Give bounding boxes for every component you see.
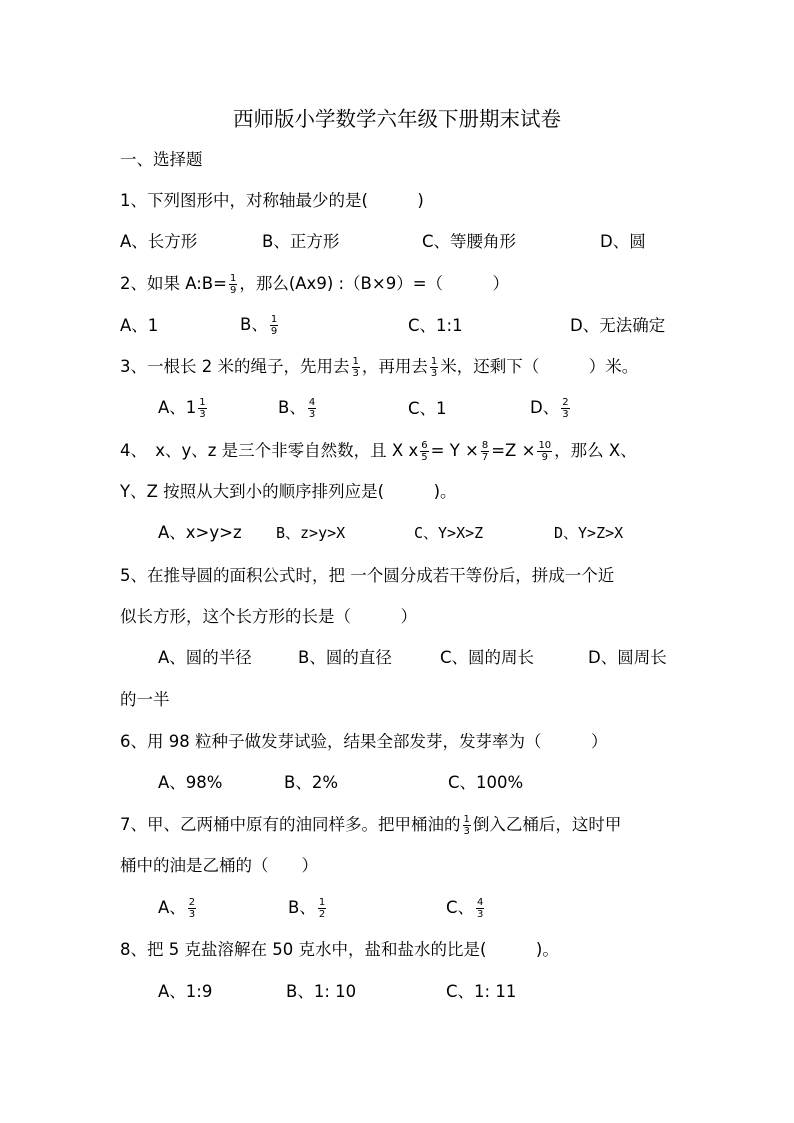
- q7-option-c-prefix: C、: [446, 898, 475, 917]
- q4-fraction-3: [537, 440, 552, 463]
- page-title: 西师版小学数学六年级下册期末试卷: [233, 107, 561, 131]
- q3-fraction-1: [352, 356, 360, 379]
- question-8-stem: 8、把 5 克盐溶解在 50 克水中，盐和盐水的比是( )。: [120, 940, 559, 959]
- fraction-numerator: 1: [270, 314, 278, 325]
- q7-stem-part1: 7、甲、乙两桶中原有的油同样多。把甲桶油的: [120, 815, 461, 834]
- fraction-numerator: 8: [481, 440, 489, 451]
- question-4-stem: [120, 440, 637, 463]
- q8-option-b: B、1: 10: [286, 982, 357, 1001]
- q2-option-b-prefix: B、: [240, 315, 268, 334]
- q7-option-b-fraction: [318, 897, 326, 920]
- q2-option-a: A、1: [120, 316, 159, 335]
- q3-option-a: [158, 397, 209, 420]
- fraction-denominator: 3: [199, 409, 206, 420]
- q7-option-c: [446, 897, 486, 920]
- fraction-denominator: 7: [481, 452, 489, 463]
- q4-stem-part1: 4、 x、y、z 是三个非零自然数，且 X x: [120, 441, 419, 460]
- fraction-denominator: 9: [270, 326, 278, 337]
- question-7-stem-line2: 桶中的油是乙桶的（ ）: [120, 856, 318, 875]
- question-5-stem-line2: 似长方形，这个长方形的长是（ ）: [120, 607, 417, 626]
- fraction-denominator: 3: [477, 909, 484, 920]
- question-5-stem: 5、在推导圆的面积公式时，把 一个圆分成若干等份后，拼成一个近: [120, 566, 615, 585]
- fraction-denominator: 9: [229, 285, 237, 296]
- q7-option-c-fraction: [476, 897, 484, 920]
- q6-option-c: C、100%: [448, 773, 524, 792]
- fraction-numerator: 4: [308, 397, 316, 408]
- q7-option-a-fraction: [188, 897, 196, 920]
- q3-option-b-fraction: [308, 397, 316, 420]
- q2-option-b: [240, 314, 280, 337]
- fraction-numerator: 1: [430, 356, 438, 367]
- q7-fraction: [463, 814, 471, 837]
- q7-option-b: [288, 897, 328, 920]
- q7-option-a: [158, 897, 198, 920]
- fraction-denominator: 3: [308, 409, 316, 420]
- q3-option-d: [530, 397, 572, 420]
- fraction-numerator: 6: [421, 440, 428, 451]
- q3-option-b-prefix: B、: [278, 398, 306, 417]
- q4-fraction-1: [420, 440, 428, 463]
- q2-fraction: [229, 273, 237, 296]
- q3-fraction-2: [430, 356, 438, 379]
- q3-option-a-fraction: [198, 397, 206, 420]
- q7-option-b-prefix: B、: [288, 898, 316, 917]
- q4-stem-part2: = Y ×: [430, 441, 479, 460]
- q2-stem-part2: ，那么(Ax9) :（B×9）=（ ）: [239, 274, 510, 293]
- fraction-numerator: 1: [199, 397, 206, 408]
- fraction-denominator: 2: [318, 909, 326, 920]
- fraction-denominator: 9: [541, 452, 548, 463]
- q3-option-a-prefix: A、1: [158, 398, 197, 417]
- q4-option-a: A、x>y>z: [158, 523, 242, 542]
- q3-option-d-fraction: [561, 397, 569, 420]
- q1-option-a: A、长方形: [120, 232, 198, 251]
- question-3-stem: [120, 356, 638, 379]
- q8-option-c: C、1: 11: [446, 982, 517, 1001]
- fraction-denominator: 3: [188, 909, 196, 920]
- q3-stem-part2: ，再用去: [361, 357, 428, 376]
- fraction-numerator: 2: [562, 397, 569, 408]
- q2-option-b-fraction: [270, 314, 278, 337]
- question-6-stem: 6、用 98 粒种子做发芽试验，结果全部发芽，发芽率为（ ）: [120, 732, 608, 751]
- fraction-denominator: 3: [562, 409, 569, 420]
- fraction-denominator: 3: [352, 368, 359, 379]
- q6-option-a: A、98%: [158, 773, 223, 792]
- q5-option-d-continued: 的一半: [120, 690, 170, 709]
- q4-fraction-2: [481, 440, 489, 463]
- q4-option-d: D、Y>Z>X: [554, 524, 624, 542]
- question-7-stem: [120, 814, 621, 837]
- fraction-numerator: 4: [477, 897, 484, 908]
- q6-option-b: B、2%: [284, 773, 338, 792]
- question-4-stem-line2: Y、Z 按照从大到小的顺序排列应是( )。: [120, 482, 457, 501]
- fraction-denominator: 3: [463, 826, 470, 837]
- q5-option-b: B、圆的直径: [298, 648, 392, 667]
- fraction-denominator: 5: [421, 452, 428, 463]
- q1-option-b: B、正方形: [262, 232, 340, 251]
- fraction-denominator: 3: [430, 368, 438, 379]
- q1-option-d: D、圆: [600, 232, 646, 251]
- q2-stem-part1: 2、如果 A:B=: [120, 274, 227, 293]
- q7-stem-part2: 倒入乙桶后，这时甲: [472, 815, 622, 834]
- q3-stem-part1: 3、一根长 2 米的绳子，先用去: [120, 357, 350, 376]
- q3-stem-part3: 米，还剩下（ ）米。: [440, 357, 639, 376]
- q3-option-d-prefix: D、: [530, 398, 560, 417]
- fraction-numerator: 1: [463, 814, 470, 825]
- section-heading: 一、选择题: [120, 150, 203, 169]
- fraction-numerator: 10: [538, 440, 552, 451]
- fraction-numerator: 1: [318, 897, 326, 908]
- question-2-stem: [120, 273, 509, 296]
- q4-stem-part3: =Z ×: [491, 441, 536, 460]
- q2-option-c: C、1:1: [408, 316, 463, 335]
- q3-option-b: [278, 397, 318, 420]
- q8-option-a: A、1:9: [158, 982, 213, 1001]
- q7-option-a-prefix: A、: [158, 898, 186, 917]
- q5-option-d: D、圆周长: [588, 648, 667, 667]
- q4-option-c: C、Y>X>Z: [414, 524, 484, 542]
- fraction-numerator: 2: [188, 897, 196, 908]
- fraction-numerator: 1: [352, 356, 359, 367]
- q2-option-d: D、无法确定: [570, 316, 666, 335]
- q4-stem-part4: ，那么 X、: [554, 441, 637, 460]
- question-1-stem: 1、下列图形中，对称轴最少的是( ): [120, 191, 424, 210]
- q5-option-c: C、圆的周长: [440, 648, 535, 667]
- q5-option-a: A、圆的半径: [158, 648, 252, 667]
- q1-option-c: C、等腰角形: [422, 232, 517, 251]
- q3-option-c: C、1: [408, 399, 447, 418]
- fraction-numerator: 1: [229, 273, 237, 284]
- q4-option-b: B、z>y>X: [276, 524, 346, 542]
